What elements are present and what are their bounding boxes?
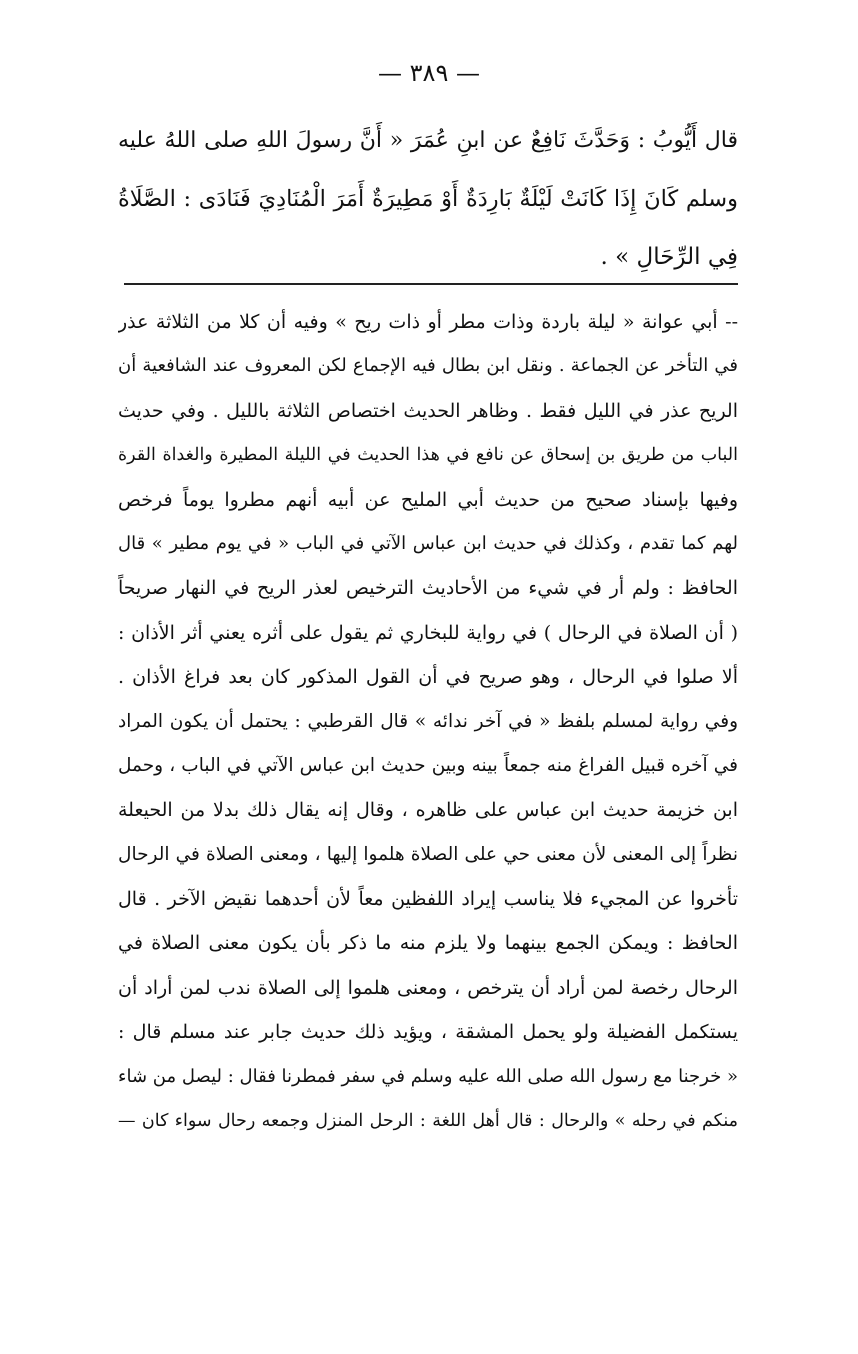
footnote-line: ( أن الصلاة في الرحال ) في رواية للبخاري ثم يقول على أثره يعني أثر الأذان : bbox=[118, 621, 738, 644]
footnote-line: لهم كما تقدم ، وكذلك في حديث ابن عباس الآتي في الباب « في يوم مطير » قال bbox=[118, 532, 738, 554]
footnote-line: الباب من طريق بن إسحاق عن نافع في هذا الحديث في الليلة المطيرة والغداة القرة bbox=[118, 445, 738, 466]
footnote-line: -- أبي عوانة « ليلة باردة وذات مطر أو ذات ريح » وفيه أن كلا من الثلاثة عذر bbox=[118, 311, 738, 333]
footnote-line: في آخره قبيل الفراغ منه جمعاً بينه وبين حديث ابن عباس الآتي في الباب ، وحمل bbox=[118, 754, 738, 776]
main-text-line: وسلم كَانَ إِذَا كَانَتْ لَيْلَةٌ بَارِدَةٌ أَوْ مَطِيرَةٌ أَمَرَ الْمُنَادِيَ فَنَادَى : الصَّلَاةُ bbox=[118, 186, 738, 212]
footnote-line: في التأخر عن الجماعة . ونقل ابن بطال فيه الإجماع لكن المعروف عند الشافعية أن bbox=[118, 355, 738, 377]
footnote-line: « خرجنا مع رسول الله صلى الله عليه وسلم في سفر فمطرنا فقال : ليصل من شاء bbox=[118, 1065, 738, 1087]
footnote-line: تأخروا عن المجيء فلا يناسب إيراد اللفظين معاً لأن أحدهما نقيض الآخر . قال bbox=[118, 888, 738, 911]
footnote-text bbox=[118, 300, 738, 1143]
footnote-separator bbox=[124, 283, 738, 285]
page-number: — ٣٨٩ — bbox=[378, 59, 480, 87]
footnote-line: الحافظ : ويمكن الجمع بينهما ولا يلزم منه ما ذكر بأن يكون معنى الصلاة في bbox=[118, 932, 738, 955]
footnote-line: ابن خزيمة حديث ابن عباس على ظاهره ، وقال إنه يقال ذلك بدلا من الحيعلة bbox=[118, 799, 738, 822]
footnote-line: وفيها بإسناد صحيح من حديث أبي المليح عن أبيه أنهم مطروا يوماً فرخص bbox=[118, 488, 738, 511]
footnote-line: الريح عذر في الليل فقط . وظاهر الحديث اختصاص الثلاثة بالليل . وفي حديث bbox=[118, 399, 738, 422]
footnote-line: الحافظ : ولم أر في شيء من الأحاديث الترخيص لعذر الريح في النهار صريحاً bbox=[118, 577, 738, 600]
footnote-line: الرحال رخصة لمن أراد أن يترخص ، ومعنى هلموا إلى الصلاة ندب لمن أراد أن bbox=[118, 976, 738, 999]
footnote-line: يستكمل الفضيلة ولو يحمل المشقة ، ويؤيد ذلك حديث جابر عند مسلم قال : bbox=[118, 1021, 738, 1044]
footnote-line: وفي رواية لمسلم بلفظ « في آخر ندائه » قال القرطبي : يحتمل أن يكون المراد bbox=[118, 710, 738, 732]
footnote-line: نظراً إلى المعنى لأن معنى حي على الصلاة هلموا إليها ، ومعنى الصلاة في الرحال bbox=[118, 843, 738, 865]
main-text-line: قال أَيُّوبُ : وَحَدَّثَ نَافِعٌ عن ابنِ عُمَرَ « أَنَّ رسولَ اللهِ صلى اللهُ عليه bbox=[118, 128, 738, 153]
main-text bbox=[118, 112, 738, 286]
footnote-line: ألا صلوا في الرحال ، وهو صريح في أن القول المذكور كان بعد فراغ الأذان . bbox=[118, 666, 738, 689]
footnote-line: منكم في رحله » والرحال : قال أهل اللغة : الرحل المنزل وجمعه رحال سواء كان — bbox=[118, 1111, 738, 1132]
main-text-line: فِي الرِّحَالِ » . bbox=[600, 244, 738, 270]
